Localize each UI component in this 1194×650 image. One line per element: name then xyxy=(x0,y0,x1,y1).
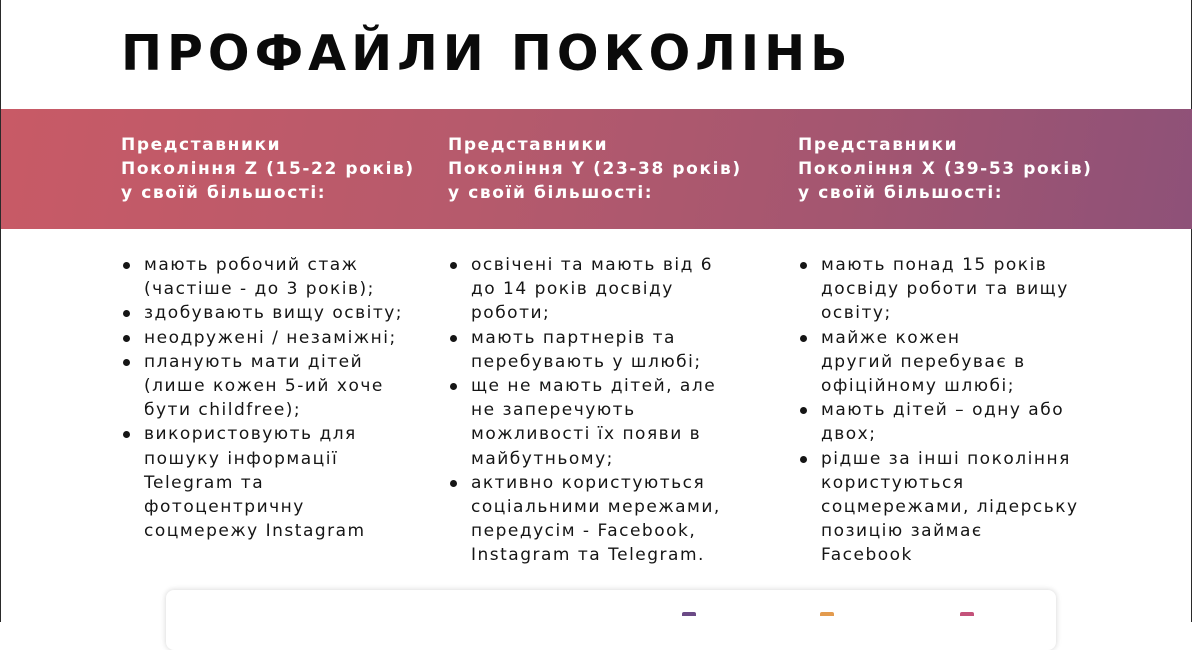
pink-mark-icon xyxy=(960,612,974,616)
bottom-card xyxy=(166,590,1056,650)
list-item: освічені та мають від 6 до 14 років досвіду роботи; xyxy=(448,253,721,326)
column-heading-line: у своїй більшості: xyxy=(798,183,1004,203)
purple-mark-icon xyxy=(682,612,696,616)
column-heading-line: у своїй більшості: xyxy=(121,183,327,203)
list-item: ще не мають дітей, але не заперечують можливості їх появи в майбутньому; xyxy=(448,374,721,471)
column-heading-gen-y xyxy=(448,133,742,205)
column-heading-line: Покоління Z (15-22 років) xyxy=(121,159,415,179)
gen-z-list xyxy=(121,253,403,543)
column-heading-line: Представники xyxy=(121,135,282,155)
column-heading-gen-x xyxy=(798,133,1093,205)
list-item: неодружені / незаміжні; xyxy=(121,326,403,350)
list-item: планують мати дітей (лише кожен 5-ий хоче бути childfree); xyxy=(121,350,403,423)
column-heading-line: у своїй більшості: xyxy=(448,183,654,203)
list-item: мають робочий стаж (частіше - до 3 років); xyxy=(121,253,403,301)
list-item: рідше за інші покоління користуються соцмережами, лідерську позицію займає Facebook xyxy=(798,447,1079,568)
column-heading-line: Покоління Y (23-38 років) xyxy=(448,159,742,179)
page-title: ПРОФАЙЛИ ПОКОЛІНЬ xyxy=(121,25,853,82)
orange-mark-icon xyxy=(820,612,834,616)
column-heading-line: Представники xyxy=(798,135,959,155)
list-item: використовують для пошуку інформації Telegram та фотоцентричну соцмережу Instagram xyxy=(121,422,403,543)
list-item: активно користуються соціальними мережами, передусім - Facebook, Instagram та Telegram. xyxy=(448,471,721,568)
column-heading-line: Покоління X (39-53 років) xyxy=(798,159,1093,179)
column-heading-gen-z xyxy=(121,133,415,205)
list-item: мають партнерів та перебувають у шлюбі; xyxy=(448,326,721,374)
list-item: майже кожен другий перебуває в офіційному шлюбі; xyxy=(798,326,1079,399)
list-item: мають понад 15 років досвіду роботи та вищу освіту; xyxy=(798,253,1079,326)
column-heading-line: Представники xyxy=(448,135,609,155)
gen-x-list xyxy=(798,253,1079,568)
list-item: мають дітей – одну або двох; xyxy=(798,398,1079,446)
gen-y-list xyxy=(448,253,721,568)
list-item: здобувають вищу освіту; xyxy=(121,301,403,325)
